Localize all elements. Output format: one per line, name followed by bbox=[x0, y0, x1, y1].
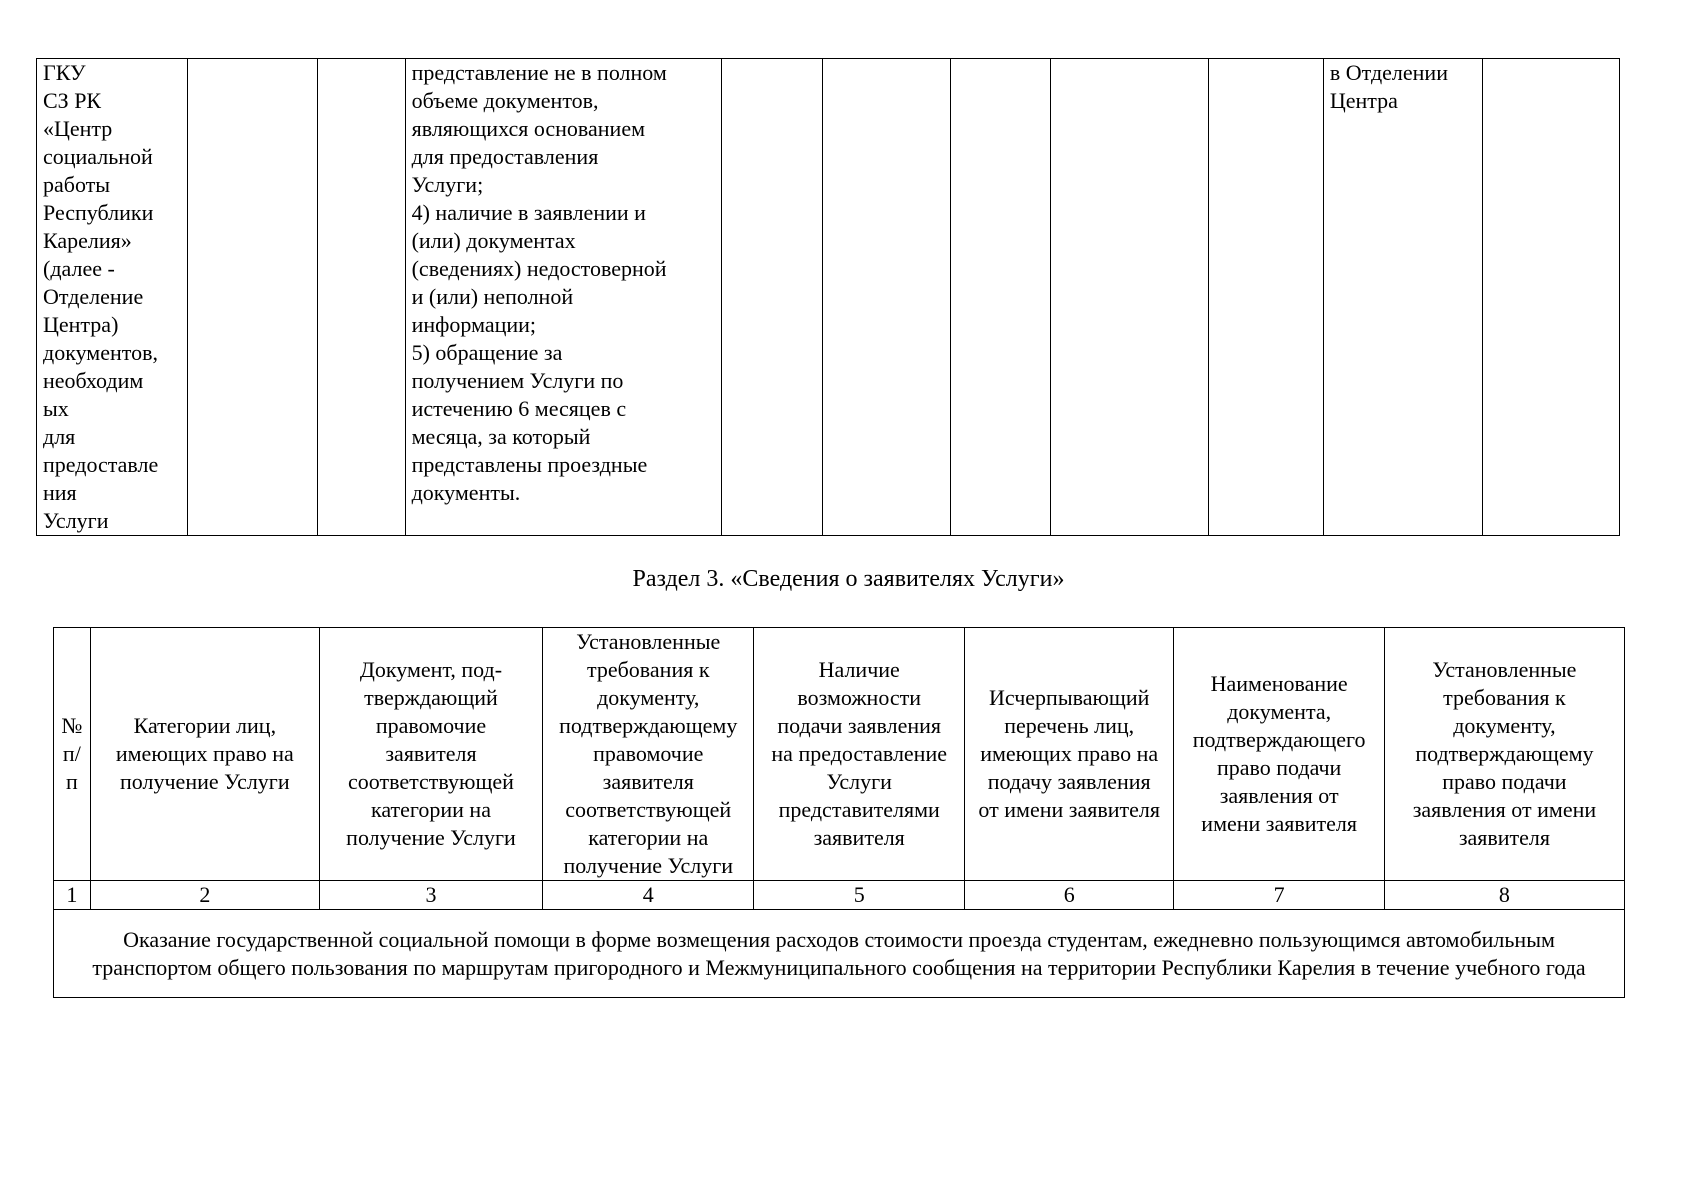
table-cell bbox=[405, 59, 722, 536]
table-cell bbox=[1482, 59, 1619, 536]
column-number: 8 bbox=[1384, 881, 1624, 910]
table-cell bbox=[722, 59, 822, 536]
service-name-row bbox=[54, 910, 1625, 998]
header-cell-authority-requirements bbox=[543, 628, 754, 881]
continuation-table bbox=[36, 58, 1620, 536]
column-number: 1 bbox=[54, 881, 91, 910]
header-cell-authority-document bbox=[319, 628, 542, 881]
column-number: 4 bbox=[543, 881, 754, 910]
header-label: Наименование документа, подтверждающего право подачи заявления от имени заявителя bbox=[1192, 671, 1366, 836]
column-number: 5 bbox=[754, 881, 964, 910]
applicants-table bbox=[53, 627, 1625, 998]
column-number: 2 bbox=[90, 881, 319, 910]
header-label: Категории лиц, имеющих право на получение Услуги bbox=[115, 713, 294, 794]
section-title: Раздел 3. «Сведения о заявителях Услуги» bbox=[632, 566, 1065, 592]
header-label: № п/ п bbox=[61, 713, 83, 794]
cell-text: ГКУ СЗ РК «Центр социальной работы Республики Карелия» (далее - Отделение Центра) документов, необходим ых для предоставле ния Услуги bbox=[43, 60, 159, 533]
service-name: Оказание государственной социальной помощи в форме возмещения расходов стоимости проезда студентам, ежедневно пользующимся автомобильным транспортом общего пользования по маршрутам пригородного и Межмуниципального сообщения на территории Республики Карелия в течение учебного года bbox=[54, 910, 1625, 998]
header-label: Установленные требования к документу, подтверждающему правомочие заявителя соответствующей категории на получение Услуги bbox=[559, 629, 738, 878]
header-label: Установленные требования к документу, подтверждающему право подачи заявления от имени заявителя bbox=[1412, 657, 1597, 850]
header-cell-representative-option bbox=[754, 628, 964, 881]
header-cell-representatives-list bbox=[964, 628, 1174, 881]
table-cell bbox=[1208, 59, 1323, 536]
column-number-row bbox=[54, 881, 1625, 910]
header-cell-representative-document bbox=[1174, 628, 1384, 881]
header-label: Наличие возможности подачи заявления на предоставление Услуги представителями заявителя bbox=[771, 657, 947, 850]
cell-text: представление не в полном объеме документов, являющихся основанием для предоставления Услуги; 4) наличие в заявлении и (или) документах (сведениях) недостоверной и (или) неполной информации; 5) обращение за получением Услуги по истечению 6 месяцев с месяца, за который представлены проездные документы. bbox=[411, 60, 667, 505]
table-cell bbox=[1323, 59, 1482, 536]
table-cell bbox=[187, 59, 317, 536]
column-number: 3 bbox=[319, 881, 542, 910]
table-cell bbox=[1051, 59, 1208, 536]
table-cell bbox=[318, 59, 406, 536]
table-cell bbox=[951, 59, 1051, 536]
header-cell-representative-requirements bbox=[1384, 628, 1624, 881]
header-label: Исчерпывающий перечень лиц, имеющих право на подачу заявления от имени заявителя bbox=[978, 685, 1160, 822]
header-label: Документ, под- тверждающий правомочие заявителя соответствующей категории на получение Услуги bbox=[346, 657, 516, 850]
cell-text: в Отделении Центра bbox=[1329, 60, 1448, 113]
table-cell bbox=[822, 59, 950, 536]
column-number: 6 bbox=[964, 881, 1174, 910]
header-row bbox=[54, 628, 1625, 881]
table-row bbox=[37, 59, 1620, 536]
header-cell-number bbox=[54, 628, 91, 881]
header-cell-categories bbox=[90, 628, 319, 881]
column-number: 7 bbox=[1174, 881, 1384, 910]
table-cell bbox=[37, 59, 188, 536]
